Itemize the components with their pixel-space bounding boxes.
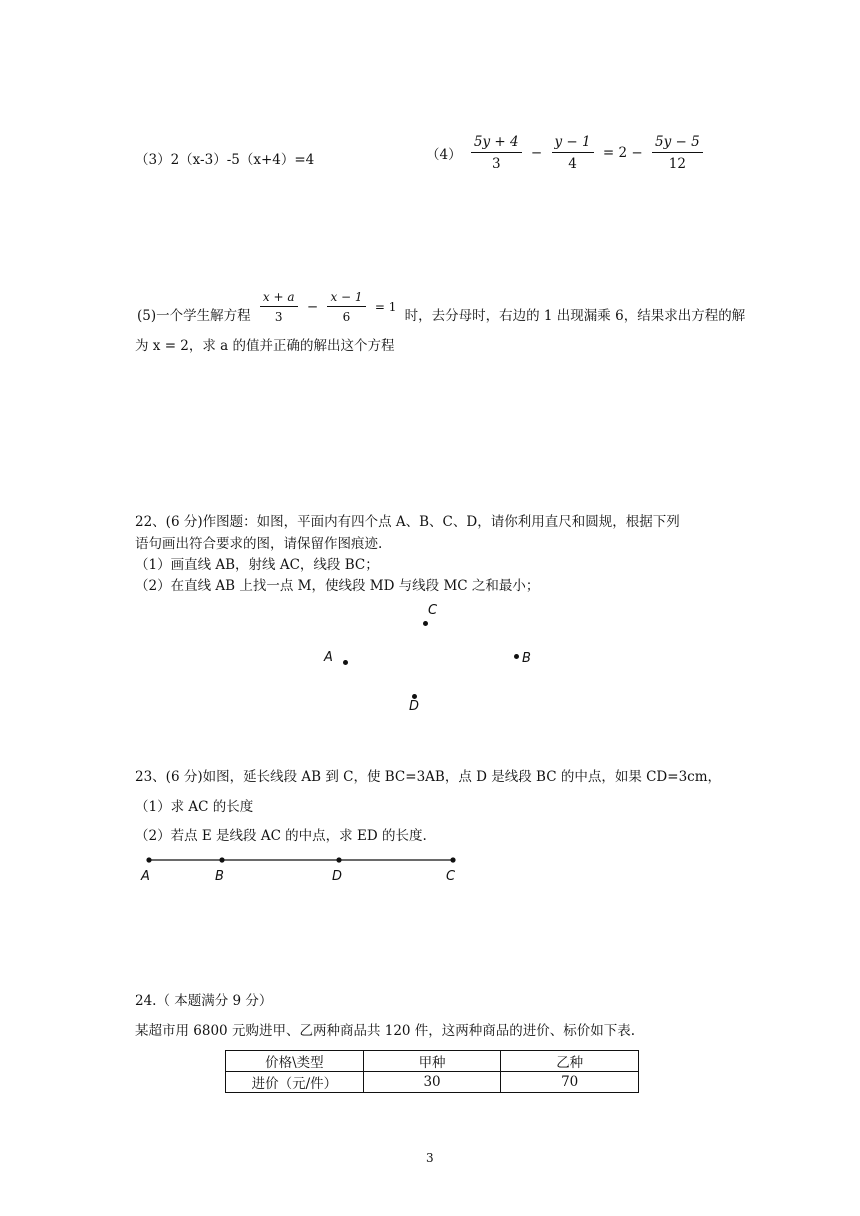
fraction-denominator: 12 bbox=[668, 156, 686, 172]
table-cell: 价格\类型 bbox=[226, 1051, 364, 1072]
seg-point-a-label: A bbox=[141, 869, 150, 884]
segment-ac bbox=[140, 855, 460, 867]
price-table bbox=[225, 1050, 639, 1093]
table-row bbox=[226, 1072, 639, 1093]
q22-line2: 语句画出符合要求的图，请保留作图痕迹. bbox=[135, 536, 383, 552]
fraction bbox=[552, 134, 594, 172]
table-cell: 乙种 bbox=[501, 1051, 639, 1072]
q24-title: 24.（ 本题满分 9 分） bbox=[135, 993, 273, 1009]
fraction-numerator: 5y − 5 bbox=[652, 134, 703, 153]
fraction-numerator: 5y + 4 bbox=[471, 134, 522, 153]
fraction-numerator: x + a bbox=[260, 290, 298, 307]
fraction-numerator: x − 1 bbox=[327, 290, 365, 307]
table-cell: 进价（元/件） bbox=[226, 1072, 364, 1093]
q21-part3: （3）2（x-3）-5（x+4）=4 bbox=[135, 152, 315, 168]
point-c bbox=[423, 621, 428, 626]
q21-part5-suffix: 时，去分母时，右边的 1 出现漏乘 6，结果求出方程的解 bbox=[404, 308, 746, 324]
point-a bbox=[343, 660, 348, 665]
table-cell: 30 bbox=[363, 1072, 501, 1093]
q23-line2: （1）求 AC 的长度 bbox=[135, 799, 254, 815]
fraction-denominator: 3 bbox=[491, 156, 501, 172]
q22-line3: （1）画直线 AB，射线 AC，线段 BC； bbox=[135, 557, 379, 573]
fraction bbox=[652, 134, 703, 172]
seg-point-c-label: C bbox=[446, 869, 456, 884]
equals-one: = 1 bbox=[374, 300, 397, 314]
table-cell: 甲种 bbox=[363, 1051, 501, 1072]
fraction bbox=[327, 290, 365, 324]
minus-sign: − bbox=[306, 299, 319, 315]
q23-line3: （2）若点 E 是线段 AC 的中点，求 ED 的长度. bbox=[135, 828, 427, 844]
q23-line1: 23、(6 分)如图，延长线段 AB 到 C，使 BC=3AB，点 D 是线段 BC 的中点，如果 CD=3cm， bbox=[135, 769, 722, 785]
q21-part5-line2: 为 x = 2，求 a 的值并正确的解出这个方程 bbox=[135, 338, 395, 354]
fraction-denominator: 4 bbox=[568, 156, 577, 172]
table-cell: 70 bbox=[501, 1072, 639, 1093]
fraction bbox=[260, 290, 298, 324]
seg-point-d-label: D bbox=[332, 869, 343, 884]
page-number: 3 bbox=[426, 1151, 434, 1165]
fraction bbox=[471, 134, 522, 172]
q22-line4: （2）在直线 AB 上找一点 M，使线段 MD 与线段 MC 之和最小； bbox=[135, 578, 540, 594]
point-b-label: B bbox=[522, 651, 531, 666]
fraction-numerator: y − 1 bbox=[552, 134, 594, 153]
fraction-denominator: 3 bbox=[274, 310, 283, 324]
q24-line1: 某超市用 6800 元购进甲、乙两种商品共 120 件，这两种商品的进价、标价如下表. bbox=[135, 1023, 636, 1039]
fraction-denominator: 6 bbox=[342, 310, 351, 324]
point-b bbox=[514, 654, 519, 659]
equals-rhs: = 2 − bbox=[602, 145, 643, 161]
minus-sign: − bbox=[530, 145, 543, 161]
q21-part5-prefix: (5)一个学生解方程 bbox=[137, 308, 251, 324]
table-header-row bbox=[226, 1051, 639, 1072]
q21-part4 bbox=[424, 134, 706, 172]
point-c-label: C bbox=[428, 603, 438, 618]
point-a-label: A bbox=[324, 650, 333, 665]
seg-point-b-label: B bbox=[215, 869, 224, 884]
q21-part5 bbox=[135, 280, 747, 324]
point-d-label: D bbox=[409, 699, 420, 714]
q21-part4-prefix: （4） bbox=[426, 147, 462, 163]
q22-line1: 22、(6 分)作图题：如图，平面内有四个点 A、B、C、D，请你利用直尺和圆规，根据下列 bbox=[135, 514, 680, 530]
